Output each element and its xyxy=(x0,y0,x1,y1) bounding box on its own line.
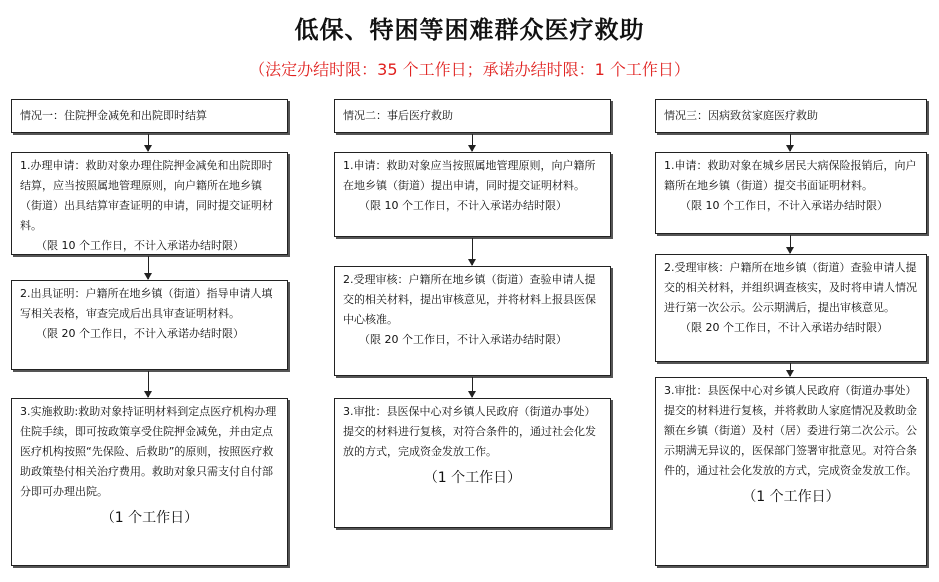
case-2-step-3 xyxy=(334,398,611,528)
flow-arrow xyxy=(472,377,473,397)
step-time-limit: （限 10 个工作日，不计入承诺办结时限） xyxy=(359,199,567,212)
step-text: 3.实施救助:救助对象持证明材料到定点医疗机构办理住院手续，即可按政策享受住院押金减免，并由定点医疗机构按照“先保险、后救助”的原则，按照医疗救助政策垫付相关治疗费用。救助对象只需支付自付部分即可办理出院。 xyxy=(20,405,277,498)
step-text: 3.审批：县医保中心对乡镇人民政府（街道办事处）提交的材料进行复核，对符合条件的，通过社会化发放的方式，完成资金发放工作。 xyxy=(343,405,596,458)
step-text: 2.受理审核：户籍所在地乡镇（街道）查验申请人提交的相关材料，并组织调查核实，及时将申请人情况进行第一次公示。公示期满后，提出审核意见。 xyxy=(664,261,917,314)
step-time-limit: （1 个工作日） xyxy=(742,489,840,505)
case-3-step-3 xyxy=(655,377,927,566)
case-1-header: 情况一：住院押金减免和出院即时结算 xyxy=(11,99,288,133)
flow-arrow xyxy=(148,371,149,397)
step-time-limit: （限 20 个工作日，不计入承诺办结时限） xyxy=(680,321,888,334)
page-title: 低保、特困等困难群众医疗救助 xyxy=(294,16,645,44)
step-text: 2.出具证明：户籍所在地乡镇（街道）指导申请人填写相关表格，审查完成后出具审查证明材料。 xyxy=(20,287,273,320)
case-2-step-1 xyxy=(334,152,611,237)
case-1-step-2 xyxy=(11,280,288,370)
step-text: 1.办理申请：救助对象办理住院押金减免和出院即时结算，应当按照属地管理原则，向户籍所在地乡镇（街道）出具结算审查证明的申请，同时提交证明材料。 xyxy=(20,159,273,232)
step-text: 1.申请：救助对象应当按照属地管理原则，向户籍所在地乡镇（街道）提出申请，同时提交证明材料。 xyxy=(343,159,596,192)
step-time-limit: （限 20 个工作日，不计入承诺办结时限） xyxy=(359,333,567,346)
flow-arrow xyxy=(790,363,791,376)
flow-arrow xyxy=(472,238,473,265)
case-3-header: 情况三：因病致贫家庭医疗救助 xyxy=(655,99,927,133)
flow-arrow xyxy=(148,134,149,151)
case-3-step-1 xyxy=(655,152,927,234)
step-time-limit: （1 个工作日） xyxy=(100,510,199,526)
flow-arrow xyxy=(790,134,791,151)
flow-arrow xyxy=(790,235,791,253)
step-time-limit: （1 个工作日） xyxy=(423,470,522,486)
step-time-limit: （限 10 个工作日，不计入承诺办结时限） xyxy=(680,199,888,212)
case-2-header: 情况二：事后医疗救助 xyxy=(334,99,611,133)
case-2-step-2 xyxy=(334,266,611,376)
flow-arrow xyxy=(472,134,473,151)
step-text: 2.受理审核：户籍所在地乡镇（街道）查验申请人提交的相关材料，提出审核意见，并将材料上报县医保中心核准。 xyxy=(343,273,596,326)
flow-arrow xyxy=(148,256,149,279)
time-limit-subtitle: （法定办结时限：35 个工作日；承诺办结时限：1 个工作日） xyxy=(249,60,690,79)
step-time-limit: （限 20 个工作日，不计入承诺办结时限） xyxy=(36,327,244,340)
step-text: 1.申请：救助对象在城乡居民大病保险报销后，向户籍所在地乡镇（街道）提交书面证明材料。 xyxy=(664,159,917,192)
case-1-step-3 xyxy=(11,398,288,566)
case-1-step-1 xyxy=(11,152,288,255)
step-time-limit: （限 10 个工作日，不计入承诺办结时限） xyxy=(36,239,244,252)
case-3-step-2 xyxy=(655,254,927,362)
step-text: 3.审批：县医保中心对乡镇人民政府（街道办事处）提交的材料进行复核，并将救助人家庭情况及救助金额在乡镇（街道）及村（居）委进行第二次公示。公示期满无异议的，医保部门签署审批意见。对符合条件的，通过社会化发放的方式，完成资金发放工作。 xyxy=(664,384,917,477)
